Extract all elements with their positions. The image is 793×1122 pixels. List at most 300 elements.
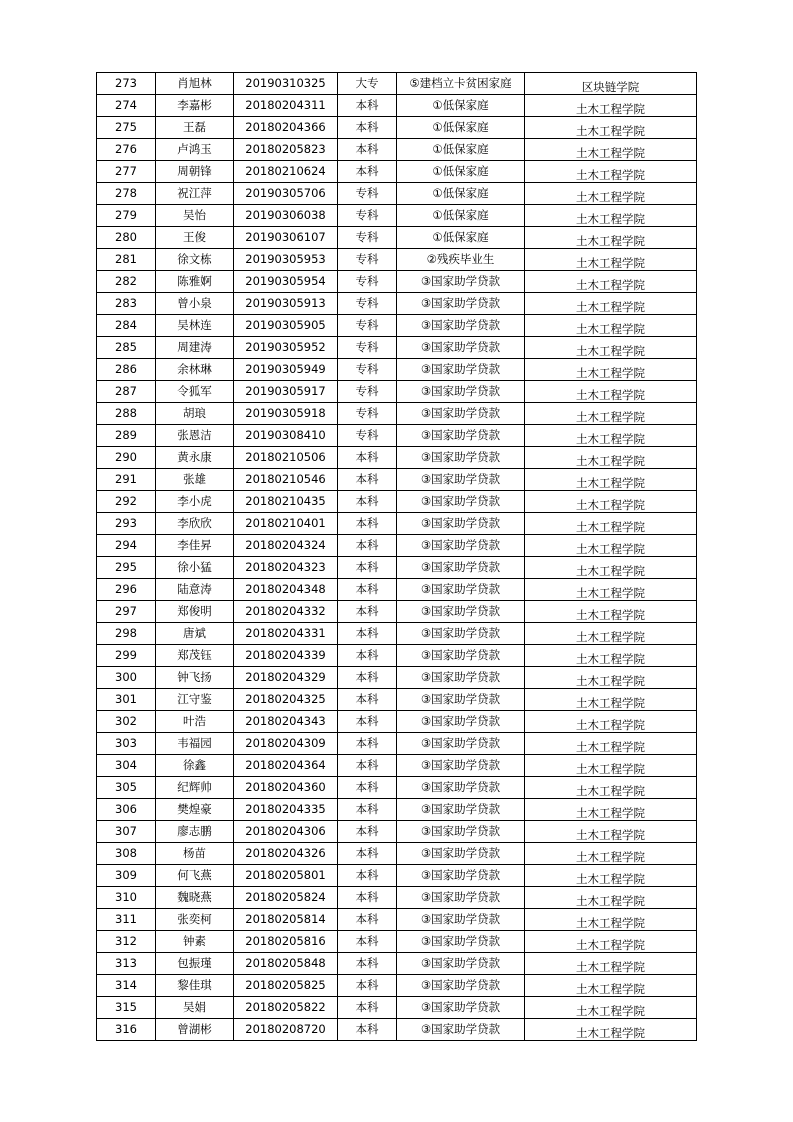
row-number-cell: 301 [97, 689, 156, 711]
education-level-cell: 专科 [338, 315, 397, 337]
education-level-cell: 本科 [338, 755, 397, 777]
table-row [97, 205, 697, 227]
difficulty-type-cell: ①低保家庭 [397, 227, 525, 249]
college-name-cell: 土木工程学院 [525, 711, 697, 733]
row-number-cell: 284 [97, 315, 156, 337]
student-id-cell: 20190305918 [234, 403, 338, 425]
student-id-cell: 20180204326 [234, 843, 338, 865]
student-name-cell: 郑俊明 [156, 601, 234, 623]
table-row [97, 645, 697, 667]
student-name-cell: 钟飞扬 [156, 667, 234, 689]
education-level-cell: 本科 [338, 975, 397, 997]
student-name-cell: 钟素 [156, 931, 234, 953]
college-name-cell: 土木工程学院 [525, 601, 697, 623]
education-level-cell: 专科 [338, 249, 397, 271]
student-name-cell: 周建涛 [156, 337, 234, 359]
difficulty-type-cell: ③国家助学贷款 [397, 557, 525, 579]
education-level-cell: 专科 [338, 205, 397, 227]
difficulty-type-cell: ③国家助学贷款 [397, 623, 525, 645]
difficulty-type-cell: ③国家助学贷款 [397, 337, 525, 359]
table-row [97, 799, 697, 821]
row-number-cell: 279 [97, 205, 156, 227]
student-id-cell: 20190305954 [234, 271, 338, 293]
student-id-cell: 20180204360 [234, 777, 338, 799]
student-id-cell: 20190305917 [234, 381, 338, 403]
student-id-cell: 20180204309 [234, 733, 338, 755]
table-row [97, 491, 697, 513]
college-name-cell: 土木工程学院 [525, 271, 697, 293]
student-name-cell: 廖志鹏 [156, 821, 234, 843]
student-id-cell: 20190305905 [234, 315, 338, 337]
education-level-cell: 本科 [338, 535, 397, 557]
table-row [97, 667, 697, 689]
student-name-cell: 王磊 [156, 117, 234, 139]
education-level-cell: 本科 [338, 733, 397, 755]
difficulty-type-cell: ③国家助学贷款 [397, 865, 525, 887]
education-level-cell: 本科 [338, 865, 397, 887]
student-name-cell: 卢鸿玉 [156, 139, 234, 161]
college-name-cell: 土木工程学院 [525, 403, 697, 425]
row-number-cell: 291 [97, 469, 156, 491]
student-id-cell: 20190308410 [234, 425, 338, 447]
education-level-cell: 本科 [338, 931, 397, 953]
row-number-cell: 277 [97, 161, 156, 183]
row-number-cell: 300 [97, 667, 156, 689]
student-id-cell: 20180208720 [234, 1019, 338, 1041]
row-number-cell: 283 [97, 293, 156, 315]
difficulty-type-cell: ③国家助学贷款 [397, 425, 525, 447]
row-number-cell: 306 [97, 799, 156, 821]
education-level-cell: 本科 [338, 909, 397, 931]
difficulty-type-cell: ③国家助学贷款 [397, 887, 525, 909]
education-level-cell: 本科 [338, 1019, 397, 1041]
table-row [97, 161, 697, 183]
education-level-cell: 本科 [338, 843, 397, 865]
college-name-cell: 土木工程学院 [525, 579, 697, 601]
education-level-cell: 专科 [338, 359, 397, 381]
student-id-cell: 20180205824 [234, 887, 338, 909]
row-number-cell: 276 [97, 139, 156, 161]
student-id-cell: 20180205848 [234, 953, 338, 975]
college-name-cell: 土木工程学院 [525, 557, 697, 579]
student-name-cell: 李佳昇 [156, 535, 234, 557]
difficulty-type-cell: ③国家助学贷款 [397, 711, 525, 733]
student-name-cell: 余林琳 [156, 359, 234, 381]
table-row [97, 271, 697, 293]
student-id-cell: 20180205825 [234, 975, 338, 997]
college-name-cell: 土木工程学院 [525, 689, 697, 711]
college-name-cell: 土木工程学院 [525, 667, 697, 689]
college-name-cell: 土木工程学院 [525, 161, 697, 183]
college-name-cell: 土木工程学院 [525, 337, 697, 359]
row-number-cell: 302 [97, 711, 156, 733]
education-level-cell: 本科 [338, 513, 397, 535]
education-level-cell: 本科 [338, 601, 397, 623]
row-number-cell: 309 [97, 865, 156, 887]
student-id-cell: 20180204332 [234, 601, 338, 623]
student-name-cell: 曾湖彬 [156, 1019, 234, 1041]
difficulty-type-cell: ③国家助学贷款 [397, 513, 525, 535]
difficulty-type-cell: ⑤建档立卡贫困家庭 [397, 73, 525, 95]
student-name-cell: 肖旭林 [156, 73, 234, 95]
college-name-cell: 土木工程学院 [525, 975, 697, 997]
table-row [97, 425, 697, 447]
education-level-cell: 本科 [338, 117, 397, 139]
education-level-cell: 本科 [338, 821, 397, 843]
education-level-cell: 本科 [338, 469, 397, 491]
difficulty-type-cell: ③国家助学贷款 [397, 799, 525, 821]
student-name-cell: 周朝锋 [156, 161, 234, 183]
table-row [97, 777, 697, 799]
student-id-cell: 20180204306 [234, 821, 338, 843]
college-name-cell: 土木工程学院 [525, 645, 697, 667]
student-id-cell: 20190305913 [234, 293, 338, 315]
student-name-cell: 陆意涛 [156, 579, 234, 601]
row-number-cell: 278 [97, 183, 156, 205]
difficulty-type-cell: ③国家助学贷款 [397, 645, 525, 667]
student-name-cell: 樊煌豪 [156, 799, 234, 821]
college-name-cell: 土木工程学院 [525, 95, 697, 117]
difficulty-type-cell: ①低保家庭 [397, 183, 525, 205]
college-name-cell: 土木工程学院 [525, 777, 697, 799]
student-id-cell: 20180204335 [234, 799, 338, 821]
student-id-cell: 20180204331 [234, 623, 338, 645]
table-row [97, 843, 697, 865]
student-id-cell: 20190305706 [234, 183, 338, 205]
difficulty-type-cell: ③国家助学贷款 [397, 381, 525, 403]
education-level-cell: 本科 [338, 953, 397, 975]
college-name-cell: 土木工程学院 [525, 293, 697, 315]
table-row [97, 73, 697, 95]
row-number-cell: 280 [97, 227, 156, 249]
education-level-cell: 专科 [338, 227, 397, 249]
student-name-cell: 江守鉴 [156, 689, 234, 711]
table-row [97, 865, 697, 887]
student-name-cell: 祝江萍 [156, 183, 234, 205]
education-level-cell: 本科 [338, 711, 397, 733]
college-name-cell: 土木工程学院 [525, 249, 697, 271]
education-level-cell: 本科 [338, 777, 397, 799]
college-name-cell: 土木工程学院 [525, 227, 697, 249]
student-id-cell: 20180210506 [234, 447, 338, 469]
education-level-cell: 本科 [338, 139, 397, 161]
difficulty-type-cell: ③国家助学贷款 [397, 447, 525, 469]
row-number-cell: 287 [97, 381, 156, 403]
student-name-cell: 何飞燕 [156, 865, 234, 887]
student-id-cell: 20180205814 [234, 909, 338, 931]
table-row [97, 359, 697, 381]
student-name-cell: 李嘉彬 [156, 95, 234, 117]
student-name-cell: 魏晓燕 [156, 887, 234, 909]
student-name-cell: 徐小猛 [156, 557, 234, 579]
student-id-cell: 20190306038 [234, 205, 338, 227]
student-name-cell: 吴林连 [156, 315, 234, 337]
college-name-cell: 土木工程学院 [525, 733, 697, 755]
college-name-cell: 土木工程学院 [525, 953, 697, 975]
table-row [97, 95, 697, 117]
student-name-cell: 黄永康 [156, 447, 234, 469]
student-id-cell: 20180210401 [234, 513, 338, 535]
difficulty-type-cell: ③国家助学贷款 [397, 491, 525, 513]
education-level-cell: 本科 [338, 689, 397, 711]
row-number-cell: 286 [97, 359, 156, 381]
table-row [97, 579, 697, 601]
education-level-cell: 本科 [338, 623, 397, 645]
education-level-cell: 本科 [338, 667, 397, 689]
row-number-cell: 274 [97, 95, 156, 117]
student-id-cell: 20180204324 [234, 535, 338, 557]
education-level-cell: 专科 [338, 271, 397, 293]
row-number-cell: 281 [97, 249, 156, 271]
college-name-cell: 土木工程学院 [525, 425, 697, 447]
student-id-cell: 20180210546 [234, 469, 338, 491]
row-number-cell: 312 [97, 931, 156, 953]
college-name-cell: 土木工程学院 [525, 909, 697, 931]
row-number-cell: 310 [97, 887, 156, 909]
difficulty-type-cell: ①低保家庭 [397, 205, 525, 227]
table-row [97, 557, 697, 579]
college-name-cell: 区块链学院 [525, 73, 697, 95]
student-list-body [97, 73, 697, 1041]
student-id-cell: 20180204339 [234, 645, 338, 667]
table-row [97, 117, 697, 139]
college-name-cell: 土木工程学院 [525, 535, 697, 557]
education-level-cell: 本科 [338, 997, 397, 1019]
student-name-cell: 令狐军 [156, 381, 234, 403]
student-name-cell: 李欣欣 [156, 513, 234, 535]
student-name-cell: 徐文栋 [156, 249, 234, 271]
college-name-cell: 土木工程学院 [525, 997, 697, 1019]
table-row [97, 887, 697, 909]
student-id-cell: 20180205823 [234, 139, 338, 161]
education-level-cell: 本科 [338, 799, 397, 821]
row-number-cell: 273 [97, 73, 156, 95]
row-number-cell: 303 [97, 733, 156, 755]
education-level-cell: 本科 [338, 887, 397, 909]
education-level-cell: 本科 [338, 557, 397, 579]
student-id-cell: 20180204348 [234, 579, 338, 601]
difficulty-type-cell: ①低保家庭 [397, 139, 525, 161]
row-number-cell: 311 [97, 909, 156, 931]
row-number-cell: 299 [97, 645, 156, 667]
student-list-table [96, 72, 697, 1041]
table-row [97, 623, 697, 645]
education-level-cell: 专科 [338, 183, 397, 205]
table-row [97, 821, 697, 843]
student-id-cell: 20180204343 [234, 711, 338, 733]
student-id-cell: 20180204325 [234, 689, 338, 711]
row-number-cell: 296 [97, 579, 156, 601]
table-row [97, 689, 697, 711]
student-name-cell: 韦福园 [156, 733, 234, 755]
college-name-cell: 土木工程学院 [525, 205, 697, 227]
college-name-cell: 土木工程学院 [525, 447, 697, 469]
college-name-cell: 土木工程学院 [525, 755, 697, 777]
student-name-cell: 纪辉帅 [156, 777, 234, 799]
college-name-cell: 土木工程学院 [525, 381, 697, 403]
student-name-cell: 陈雅婀 [156, 271, 234, 293]
difficulty-type-cell: ①低保家庭 [397, 161, 525, 183]
table-row [97, 403, 697, 425]
education-level-cell: 大专 [338, 73, 397, 95]
table-row [97, 535, 697, 557]
student-id-cell: 20180205816 [234, 931, 338, 953]
education-level-cell: 专科 [338, 293, 397, 315]
college-name-cell: 土木工程学院 [525, 359, 697, 381]
difficulty-type-cell: ②残疾毕业生 [397, 249, 525, 271]
difficulty-type-cell: ③国家助学贷款 [397, 689, 525, 711]
student-name-cell: 叶浩 [156, 711, 234, 733]
difficulty-type-cell: ①低保家庭 [397, 117, 525, 139]
table-row [97, 469, 697, 491]
table-row [97, 733, 697, 755]
row-number-cell: 290 [97, 447, 156, 469]
row-number-cell: 275 [97, 117, 156, 139]
table-row [97, 513, 697, 535]
education-level-cell: 本科 [338, 579, 397, 601]
difficulty-type-cell: ③国家助学贷款 [397, 271, 525, 293]
student-name-cell: 吴怡 [156, 205, 234, 227]
student-name-cell: 包振瑾 [156, 953, 234, 975]
table-row [97, 227, 697, 249]
table-row [97, 337, 697, 359]
college-name-cell: 土木工程学院 [525, 931, 697, 953]
college-name-cell: 土木工程学院 [525, 887, 697, 909]
education-level-cell: 专科 [338, 403, 397, 425]
table-row [97, 139, 697, 161]
college-name-cell: 土木工程学院 [525, 865, 697, 887]
student-name-cell: 胡琅 [156, 403, 234, 425]
college-name-cell: 土木工程学院 [525, 843, 697, 865]
row-number-cell: 313 [97, 953, 156, 975]
college-name-cell: 土木工程学院 [525, 315, 697, 337]
student-name-cell: 王俊 [156, 227, 234, 249]
student-id-cell: 20180204311 [234, 95, 338, 117]
table-row [97, 601, 697, 623]
row-number-cell: 293 [97, 513, 156, 535]
difficulty-type-cell: ③国家助学贷款 [397, 1019, 525, 1041]
education-level-cell: 本科 [338, 447, 397, 469]
student-id-cell: 20180205822 [234, 997, 338, 1019]
education-level-cell: 本科 [338, 645, 397, 667]
row-number-cell: 315 [97, 997, 156, 1019]
row-number-cell: 292 [97, 491, 156, 513]
student-name-cell: 郑茂钰 [156, 645, 234, 667]
student-id-cell: 20190305949 [234, 359, 338, 381]
difficulty-type-cell: ③国家助学贷款 [397, 997, 525, 1019]
row-number-cell: 288 [97, 403, 156, 425]
student-id-cell: 20190306107 [234, 227, 338, 249]
student-name-cell: 吴娟 [156, 997, 234, 1019]
difficulty-type-cell: ③国家助学贷款 [397, 953, 525, 975]
difficulty-type-cell: ③国家助学贷款 [397, 601, 525, 623]
student-name-cell: 李小虎 [156, 491, 234, 513]
student-name-cell: 杨苗 [156, 843, 234, 865]
student-id-cell: 20180204329 [234, 667, 338, 689]
table-row [97, 997, 697, 1019]
row-number-cell: 316 [97, 1019, 156, 1041]
table-row [97, 755, 697, 777]
college-name-cell: 土木工程学院 [525, 623, 697, 645]
difficulty-type-cell: ③国家助学贷款 [397, 359, 525, 381]
table-row [97, 1019, 697, 1041]
table-row [97, 447, 697, 469]
row-number-cell: 314 [97, 975, 156, 997]
student-id-cell: 20180210624 [234, 161, 338, 183]
table-row [97, 381, 697, 403]
row-number-cell: 294 [97, 535, 156, 557]
education-level-cell: 本科 [338, 95, 397, 117]
difficulty-type-cell: ③国家助学贷款 [397, 733, 525, 755]
difficulty-type-cell: ③国家助学贷款 [397, 667, 525, 689]
education-level-cell: 本科 [338, 491, 397, 513]
difficulty-type-cell: ③国家助学贷款 [397, 293, 525, 315]
student-id-cell: 20180210435 [234, 491, 338, 513]
table-row [97, 183, 697, 205]
table-row [97, 975, 697, 997]
row-number-cell: 308 [97, 843, 156, 865]
row-number-cell: 295 [97, 557, 156, 579]
difficulty-type-cell: ③国家助学贷款 [397, 821, 525, 843]
student-name-cell: 黎佳琪 [156, 975, 234, 997]
difficulty-type-cell: ③国家助学贷款 [397, 843, 525, 865]
college-name-cell: 土木工程学院 [525, 139, 697, 161]
college-name-cell: 土木工程学院 [525, 469, 697, 491]
student-id-cell: 20180204323 [234, 557, 338, 579]
row-number-cell: 307 [97, 821, 156, 843]
row-number-cell: 282 [97, 271, 156, 293]
table-row [97, 711, 697, 733]
college-name-cell: 土木工程学院 [525, 821, 697, 843]
difficulty-type-cell: ③国家助学贷款 [397, 909, 525, 931]
difficulty-type-cell: ③国家助学贷款 [397, 931, 525, 953]
college-name-cell: 土木工程学院 [525, 513, 697, 535]
student-name-cell: 曾小泉 [156, 293, 234, 315]
table-row [97, 293, 697, 315]
difficulty-type-cell: ③国家助学贷款 [397, 403, 525, 425]
difficulty-type-cell: ①低保家庭 [397, 95, 525, 117]
table-row [97, 931, 697, 953]
difficulty-type-cell: ③国家助学贷款 [397, 755, 525, 777]
student-name-cell: 张恩洁 [156, 425, 234, 447]
college-name-cell: 土木工程学院 [525, 117, 697, 139]
table-row [97, 249, 697, 271]
student-name-cell: 张雄 [156, 469, 234, 491]
row-number-cell: 285 [97, 337, 156, 359]
college-name-cell: 土木工程学院 [525, 491, 697, 513]
student-id-cell: 20180204364 [234, 755, 338, 777]
row-number-cell: 298 [97, 623, 156, 645]
difficulty-type-cell: ③国家助学贷款 [397, 315, 525, 337]
difficulty-type-cell: ③国家助学贷款 [397, 579, 525, 601]
table-row [97, 315, 697, 337]
student-name-cell: 徐鑫 [156, 755, 234, 777]
row-number-cell: 304 [97, 755, 156, 777]
college-name-cell: 土木工程学院 [525, 1019, 697, 1041]
college-name-cell: 土木工程学院 [525, 183, 697, 205]
difficulty-type-cell: ③国家助学贷款 [397, 975, 525, 997]
student-id-cell: 20180204366 [234, 117, 338, 139]
student-id-cell: 20190305952 [234, 337, 338, 359]
education-level-cell: 专科 [338, 337, 397, 359]
table-row [97, 909, 697, 931]
student-name-cell: 唐斌 [156, 623, 234, 645]
student-id-cell: 20190305953 [234, 249, 338, 271]
difficulty-type-cell: ③国家助学贷款 [397, 469, 525, 491]
student-id-cell: 20190310325 [234, 73, 338, 95]
difficulty-type-cell: ③国家助学贷款 [397, 777, 525, 799]
student-name-cell: 张奕柯 [156, 909, 234, 931]
